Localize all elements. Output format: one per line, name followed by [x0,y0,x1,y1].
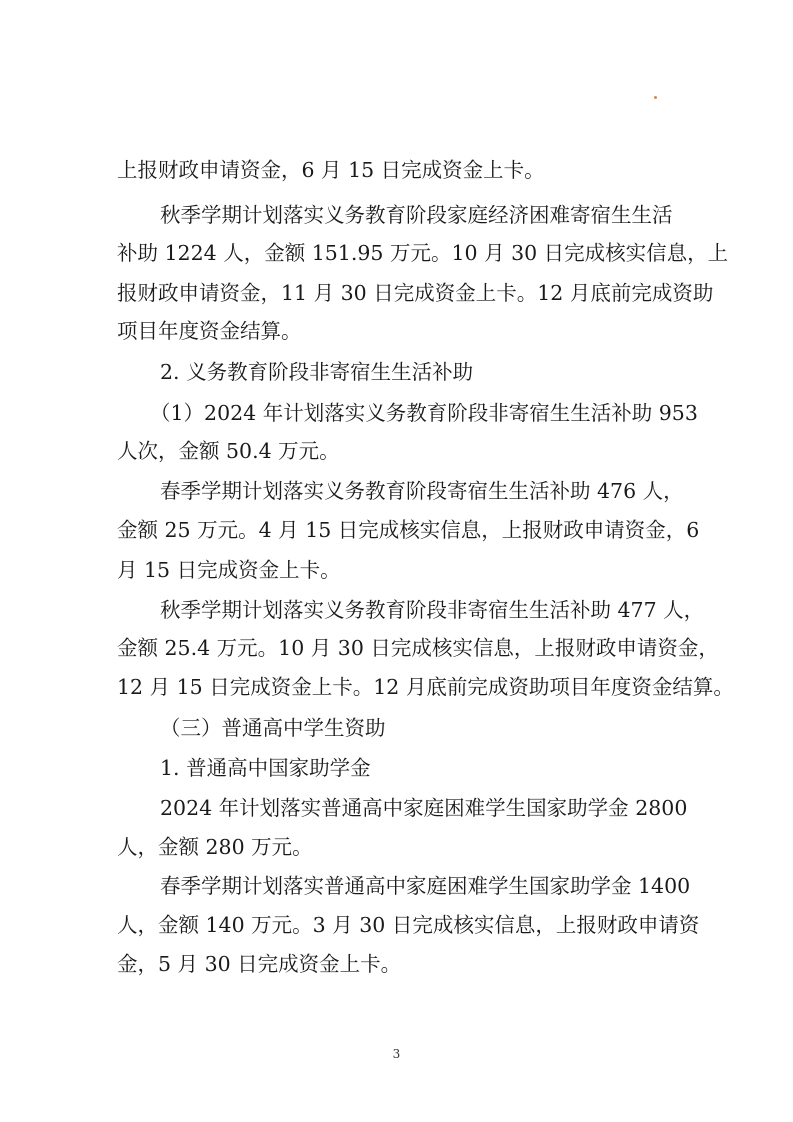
text-line: 人，金额 280 万元。 [117,835,313,859]
text-line: 人次，金额 50.4 万元。 [117,439,340,463]
text-line: 项目年度资金结算。 [117,319,302,343]
text-line: 2024 年计划落实普通高中家庭困难学生国家助学金 2800 [160,796,688,820]
subsection-heading: 1. 普通高中国家助学金 [160,756,371,780]
text-line: 月 15 日完成资金上卡。 [117,558,341,582]
text-line: 补助 1224 人，金额 151.95 万元。10 月 30 日完成核实信息，上 [117,241,729,265]
text-line: 报财政申请资金，11 月 30 日完成资金上卡。12 月底前完成资助 [117,281,714,305]
text-line: 春季学期计划落实普通高中家庭困难学生国家助学金 1400 [160,874,691,898]
text-line: 秋季学期计划落实义务教育阶段非寄宿生生活补助 477 人， [160,598,705,622]
scan-mark [654,96,657,99]
section-heading: 2. 义务教育阶段非寄宿生生活补助 [160,360,474,384]
text-line: 春季学期计划落实义务教育阶段寄宿生生活补助 476 人， [160,479,684,503]
section-heading: （三）普通高中学生资助 [160,716,386,740]
text-line: 上报财政申请资金，6 月 15 日完成资金上卡。 [117,158,545,182]
text-line: 金额 25 万元。4 月 15 日完成核实信息，上报财政申请资金，6 [117,518,700,542]
page-number: 3 [392,1047,401,1061]
text-line: （1）2024 年计划落实义务教育阶段非寄宿生生活补助 953 [150,401,698,425]
text-line: 12 月 15 日完成资金上卡。12 月底前完成资助项目年度资金结算。 [117,675,734,699]
text-line: 人，金额 140 万元。3 月 30 日完成核实信息，上报财政申请资 [117,913,700,937]
text-line: 金，5 月 30 日完成资金上卡。 [117,952,402,976]
text-line: 秋季学期计划落实义务教育阶段家庭经济困难寄宿生生活 [160,203,673,227]
text-line: 金额 25.4 万元。10 月 30 日完成核实信息，上报财政申请资金， [117,636,719,660]
